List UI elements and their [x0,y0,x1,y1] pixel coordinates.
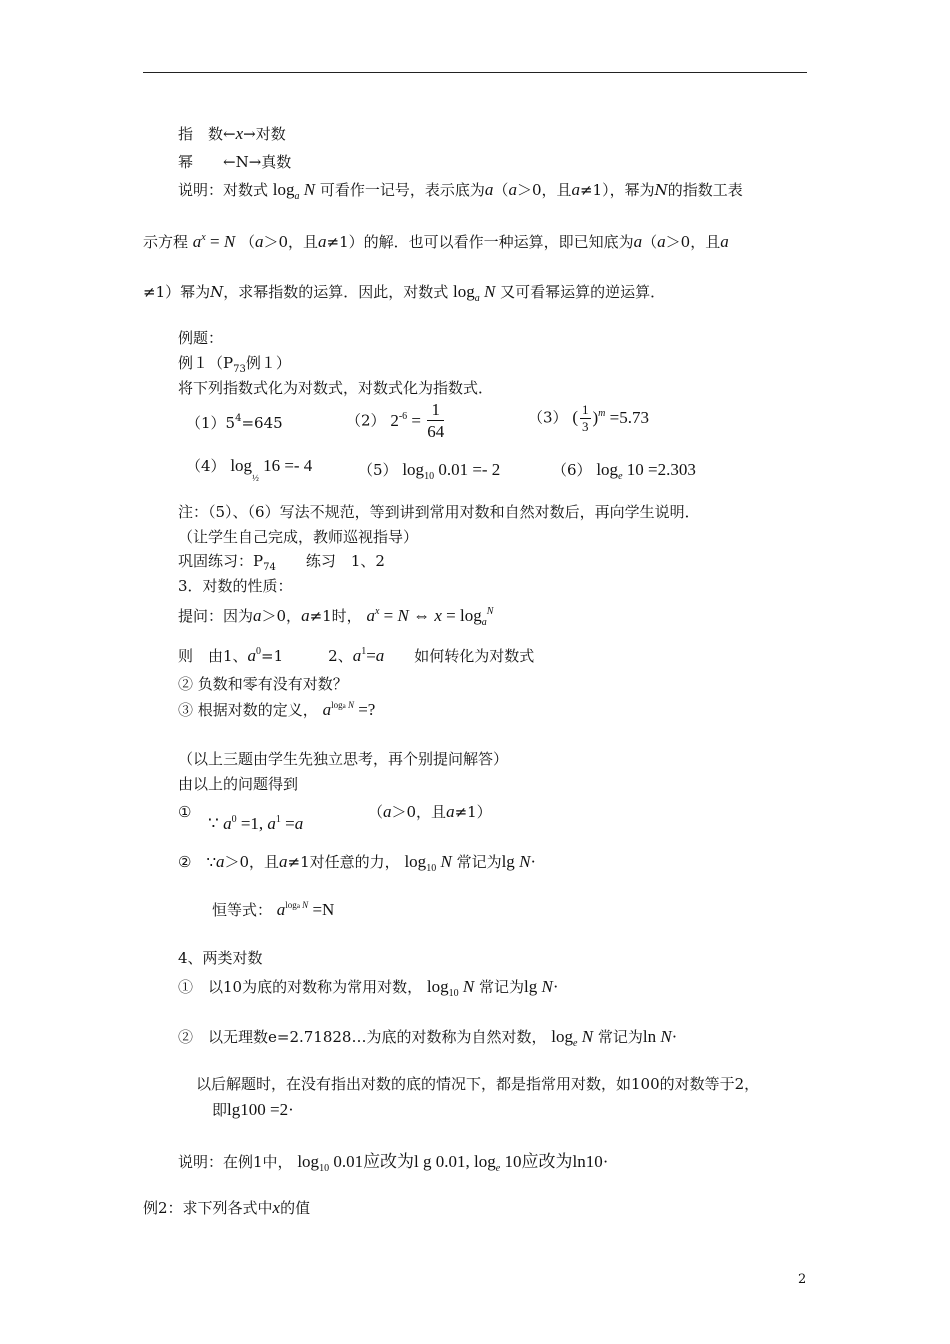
result-1-cond: （a＞0，且a≠1） [368,802,492,821]
section-4-title: 4、两类对数 [178,949,263,967]
problem-2: （2） $2^{-6}$ = $\frac{1}{64}$ [346,400,445,441]
problem-5: （5） $\log_{10} 0.01 =- 2$ [358,460,501,482]
result-1-math: ∵ $a^0 =1$, $a^1 =a$ [208,814,304,833]
problem-1: $(1)5^4=645$ [186,413,283,432]
later-note: 以后解题时，在没有指出对数的底的情况下，都是指常用对数，如100的对数等于2， [196,1075,760,1093]
explanation-ex1: 说明：在例1中， $\log_{10} 0.01$应改为l g 0.01, $\log_e 10$应改为ln10· [178,1152,609,1174]
section-3-title: 3．对数的性质： [178,577,293,595]
problem-3: （3） ( $\frac{1}{3}$ )$^m$ =5.73 [528,402,649,434]
common-log: ① 以10为底的对数称为常用对数， $\log_{10} N$ 常记为lg N· [178,977,559,999]
problem-4: （4） $\log_{\frac{1}{2}} 16 =- 4$ [186,456,313,483]
practice: 巩固练习：$P_{74}$ 练习 1、2 [178,552,385,573]
derive-title: 由以上的问题得到 [178,775,299,793]
note: 注：（5）、（6）写法不规范，等到讲到常用对数和自然对数后，再向学生说明． [178,503,700,521]
example-1-title: 例$1(P_{73}$例１） [178,354,291,375]
later-note-2: 即lg100 =2· [212,1100,294,1119]
explain-line-2: 示方程 $a^x = N$ （a＞0，且a≠1）的解．也可以看作一种运算，即已知底为a（a＞0，且a [143,232,729,251]
question-3: ③ 根据对数的定义， $a^{loga N}$ =? [178,700,376,719]
page-number: 2 [798,1272,807,1287]
natural-log: ② 以无理数e=2.71828…为底的对数称为自然对数， $\log_e N$ 常记为ln N· [178,1027,678,1049]
question-2: ② 负数和零有没有对数？ [178,675,348,693]
note-2: （让学生自己完成，教师巡视指导） [178,528,419,546]
explain-line-3: ≠1）幂为N，求幂指数的运算．因此，对数式 $\log_a N$ 又可看幂运算的逆运算． [143,282,666,304]
explain-line-1: 说明：对数式 $\log_a N$ 可看作一记号，表示底为a（a＞0，且a≠1），幂为N的指数工表 [178,180,743,202]
line-index-log: 指 数←x→对数 [178,124,286,143]
result-1: ① [178,803,192,821]
result-2: ② ∵a＞0，且a≠1对任意的力， $\log_{10} N$ 常记为lg N· [178,852,537,874]
identity: 恒等式： $a^{loga N} =N$ [212,900,335,919]
header-rule [143,72,807,73]
question-1b: 则 由1、$a^0=1$ 2、$a^1=a$ 如何转化为对数式 [178,646,535,665]
question-1: 提问：因为a＞0，a≠1时， $a^x = N$ ⇔ $x = \log_a^N$ [178,606,494,628]
examples-title: 例题： [178,329,224,347]
math-logaN: $\log_a N$ [272,180,316,202]
question-paren: （以上三题由学生先独立思考，再个别提问解答） [178,750,509,768]
example-1-desc: 将下列指数式化为对数式，对数式化为指数式． [178,379,494,397]
problem-6: （6） $\log_e 10 =2.303$ [552,460,696,482]
example-2-title: 例2：求下列各式中x的值 [143,1198,311,1217]
math-ax-N: $a^x = N$ [192,232,236,251]
line-power-true: 幂 ←N→真数 [178,153,292,171]
